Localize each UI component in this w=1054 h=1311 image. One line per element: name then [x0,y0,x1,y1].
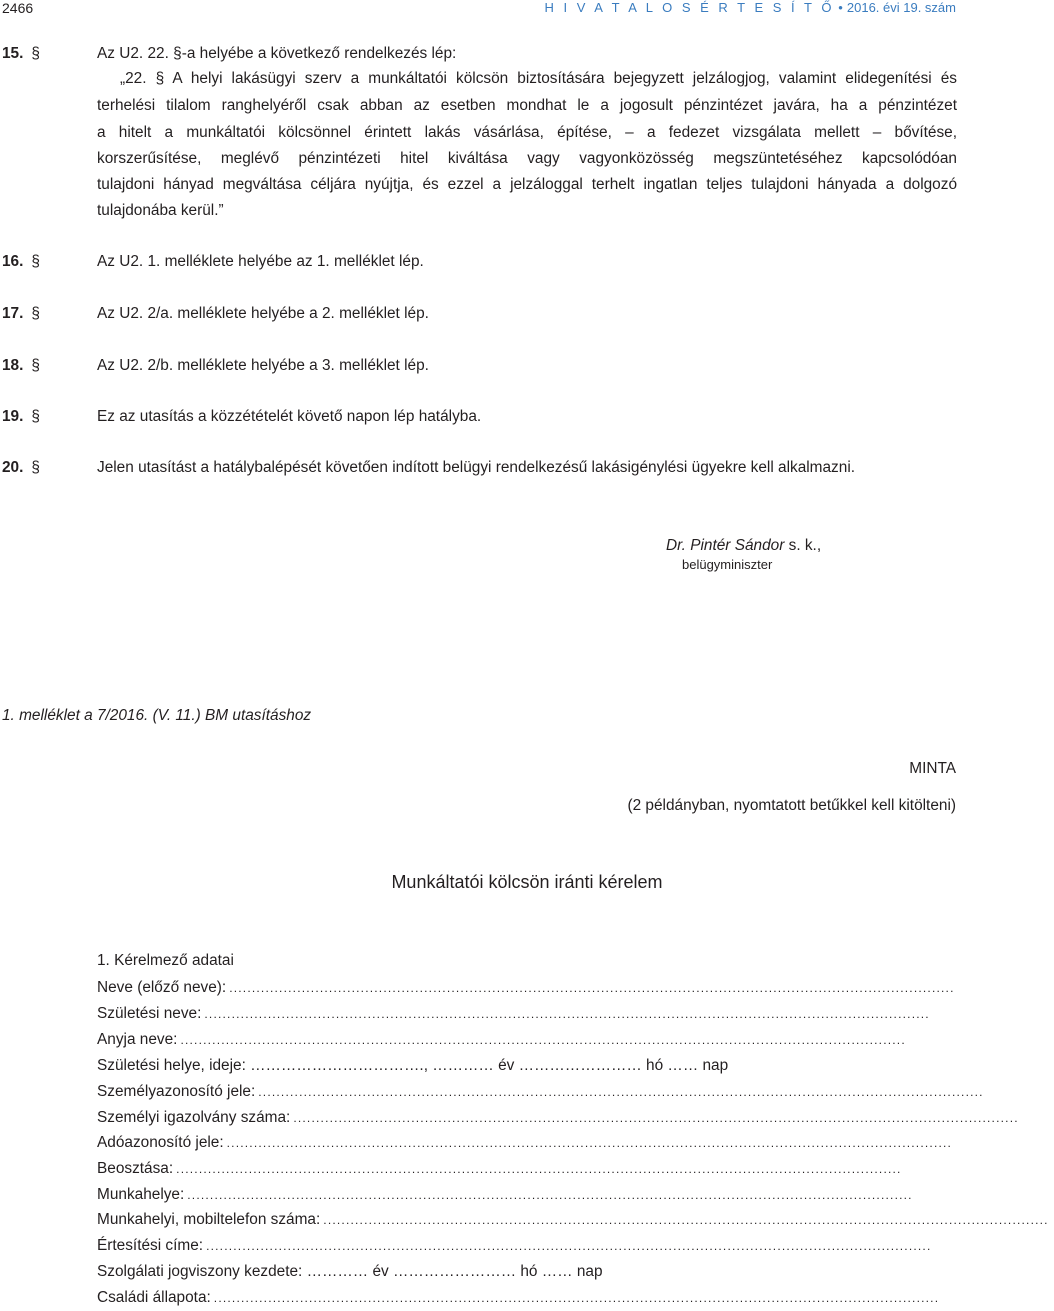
section-15-number: 15. § [2,45,40,62]
quote-line: „22. § A helyi lakásügyi szerv a munkáltatói kölcsön biztosítására bejegyzett jelzálogjog, valamint elidegenítési és [120,70,957,87]
section-20-text: Jelen utasítást a hatálybalépését követően indított belügyi rendelkezésű lakásigénylési ügyekre kell alkalmazni. [97,459,856,476]
sample-label: MINTA [909,760,956,777]
quote-line: tulajdonába kerül.” [97,202,224,219]
field-id-card-number[interactable]: Személyi igazolvány száma: ................................................................................................................................................................ [97,1109,1019,1126]
field-birth-place-date[interactable]: Születési helye, ideje: ……………………………., ………… év …………………… hó …… nap [97,1057,729,1074]
section-16-number: 16. § [2,253,40,270]
header-bullet: • [838,0,844,15]
field-work-phone[interactable]: Munkahelyi, mobiltelefon száma: ................................................................................................................................................................ [97,1211,1049,1228]
section-20-number: 20. § [2,459,40,476]
section-19-number: 19. § [2,408,40,425]
page-number: 2466 [2,0,34,16]
section-18-number: 18. § [2,357,40,374]
field-workplace[interactable]: Munkahelye: ................................................................................................................................................................ [97,1186,913,1203]
field-tax-id[interactable]: Adóazonosító jele: ................................................................................................................................................................ [97,1134,953,1151]
quote-line: tulajdoni hányad megváltása céljára nyújtja, és ezzel a jelzáloggal terhelt ingatlan teljes tulajdoni hányada a dolgozó [97,176,957,193]
gazette-title: H I V A T A L O S É R T E S Í T Ő [544,0,835,15]
section-16-text: Az U2. 1. melléklete helyébe az 1. melléklet lép. [97,253,424,270]
field-service-start[interactable]: Szolgálati jogviszony kezdete: ………… év …………………… hó …… nap [97,1263,603,1280]
annex-title: 1. melléklet a 7/2016. (V. 11.) BM utasításhoz [2,707,312,724]
running-header [544,0,956,15]
quote-line: terhelési tilalom ranghelyéről csak abban az esetben mondhat le a jogosult pénzintézet javára, ha a pénzintézet [97,97,957,114]
signatory-title: belügyminiszter [682,557,773,572]
quote-line: korszerűsítése, meglévő pénzintézeti hitel kiváltása vagy vagyonközösség megszüntetéséhez kapcsolódóan [97,150,957,167]
field-marital-status[interactable]: Családi állapota: ................................................................................................................................................................ [97,1289,940,1306]
section-17-text: Az U2. 2/a. melléklete helyébe a 2. melléklet lép. [97,305,429,322]
form-section-heading: 1. Kérelmező adatai [97,952,234,969]
issue-number: 2016. évi 19. szám [846,0,956,15]
form-title: Munkáltatói kölcsön iránti kérelem [391,872,663,892]
field-name[interactable]: Neve (előző neve): ................................................................................................................................................................ [97,979,955,996]
field-contact-address[interactable]: Értesítési címe: ................................................................................................................................................................ [97,1237,932,1254]
section-17-number: 17. § [2,305,40,322]
field-personal-id[interactable]: Személyazonosító jele: ................................................................................................................................................................ [97,1083,984,1100]
section-18-text: Az U2. 2/b. melléklete helyébe a 3. melléklet lép. [97,357,429,374]
field-position[interactable]: Beosztása: ................................................................................................................................................................ [97,1160,902,1177]
section-19-text: Ez az utasítás a közzétételét követő napon lép hatályba. [97,408,482,425]
quote-line: a hitelt a munkáltatói kölcsönnel érintett lakás vásárlása, építése, – a fedezet vizsgálata mellett – bővítése, [97,124,957,141]
field-mother-name[interactable]: Anyja neve: ................................................................................................................................................................ [97,1031,906,1048]
fill-instruction: (2 példányban, nyomtatott betűkkel kell kitölteni) [627,797,956,814]
signatory-name: Dr. Pintér Sándor s. k., [666,537,822,554]
section-15-text: Az U2. 22. §-a helyébe a következő rendelkezés lép: [97,45,457,62]
field-birth-name[interactable]: Születési neve: ................................................................................................................................................................ [97,1005,930,1022]
